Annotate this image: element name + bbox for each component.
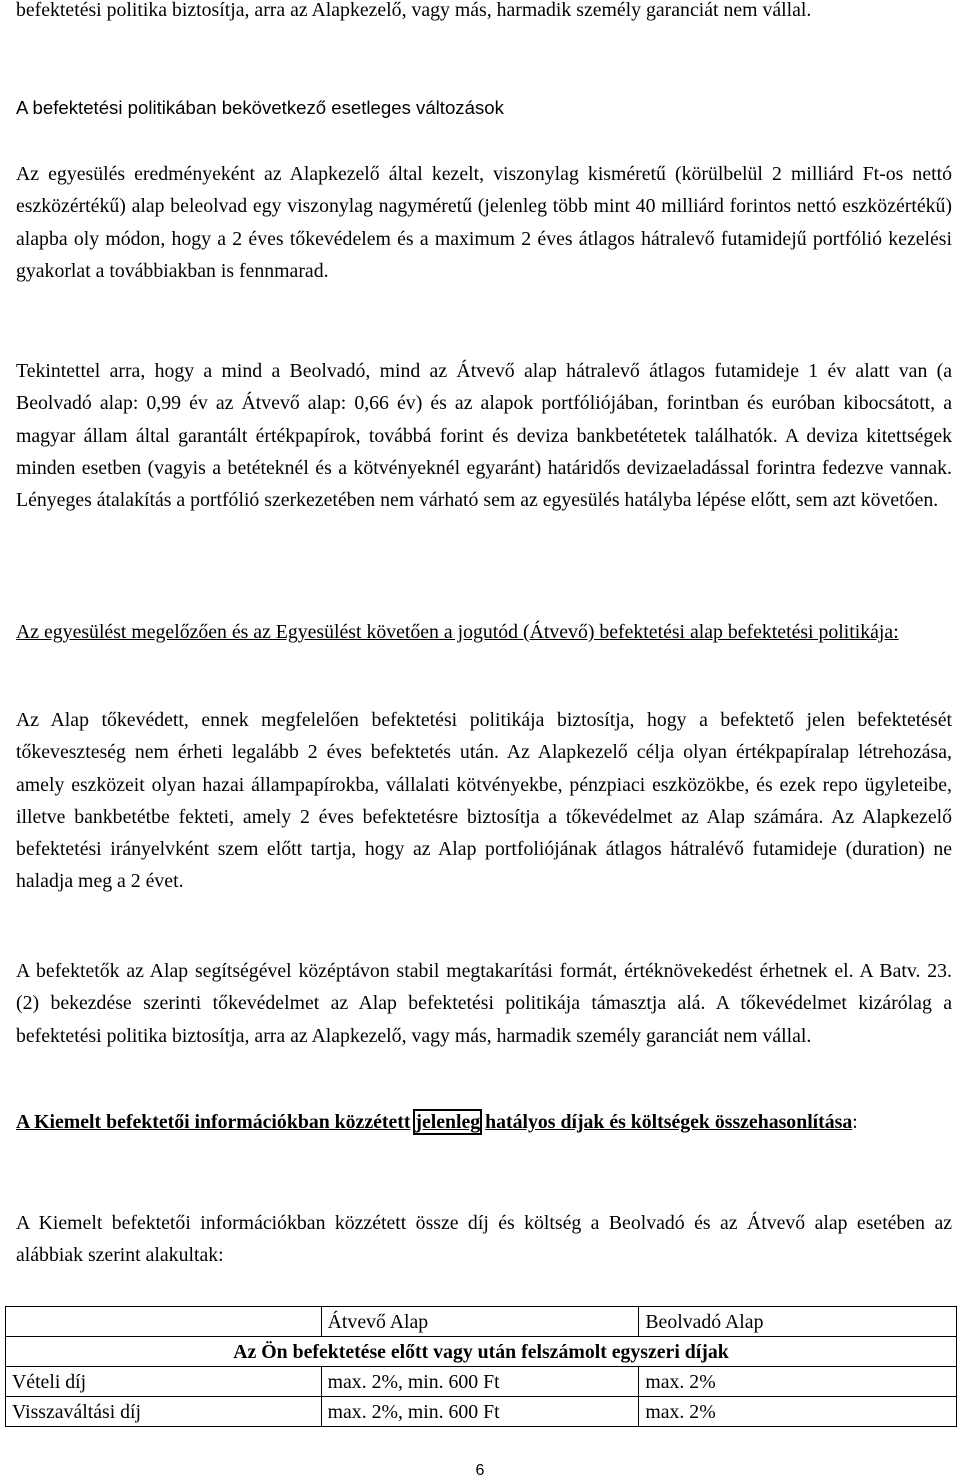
merger-result-text: Az egyesülés eredményeként az Alapkezelő által kezelt, viszonylag kisméretű (körülbelül 2 milliárd Ft-os nettó eszközértékű) alap beleolvad egy viszonylag nagyméretű (jelenleg több mint 40 milliárd forintos nettó eszközértékű) alapba oly módon, hogy a 2 éves tőkevédelem és a maximum 2 éves átlagos hátralevő futamidejű portfólió kezelési gyakorlat a továbbiakban is fennmarad. bbox=[16, 163, 952, 282]
fees-table-cell-beolvado: max. 2% bbox=[639, 1367, 957, 1397]
fees-table-cell-beolvado: max. 2% bbox=[639, 1397, 957, 1427]
fees-heading-colon: : bbox=[852, 1111, 858, 1133]
fees-heading-part2: hatályos díjak és költségek összehasonlítása bbox=[485, 1111, 853, 1133]
fees-table-cell-atvevo: max. 2%, min. 600 Ft bbox=[321, 1397, 639, 1427]
heading-fees-comparison bbox=[16, 1106, 952, 1138]
paragraph-investors: A befektetők az Alap segítségével középtávon stabil megtakarítási formát, értéknövekedést érhetnek el. A Batv. 23. (2) bekezdése szerinti tőkevédelmet az Alap befektetési politikája támasztja alá. A tőkevédelmet kizárólag a befektetési politika biztosítja, arra az Alapkezelő, vagy más, harmadik személy garanciát nem vállal. bbox=[16, 960, 952, 1047]
fees-heading-part1: A Kiemelt befektetői információkban közzétett bbox=[16, 1111, 411, 1133]
heading-investment-policy: Az egyesülést megelőzően és az Egyesülést követően a jogutód (Átvevő) befektetési alap befektetési politikája: bbox=[16, 621, 899, 643]
fees-table-header-row bbox=[6, 1307, 957, 1337]
heading-policy-changes: A befektetési politikában bekövetkező esetleges változások bbox=[16, 97, 504, 118]
table-row bbox=[6, 1367, 957, 1397]
fees-table-cell-label: Visszaváltási díj bbox=[6, 1397, 322, 1427]
fees-table-cell-atvevo: max. 2%, min. 600 Ft bbox=[321, 1367, 639, 1397]
fees-table-header-cell-empty bbox=[6, 1307, 322, 1337]
fees-table-section-title: Az Ön befektetése előtt vagy után felszámolt egyszeri díjak bbox=[6, 1337, 957, 1367]
table-row bbox=[6, 1397, 957, 1427]
paragraph-fees-intro: A Kiemelt befektetői információkban közzétett össze díj és költség a Beolvadó és az Átvevő alap esetében az alábbiak szerint alakultak: bbox=[16, 1212, 952, 1267]
fees-table-cell-label: Vételi díj bbox=[6, 1367, 322, 1397]
fees-table-section-row bbox=[6, 1337, 957, 1367]
fees-table-header-cell-beolvado: Beolvadó Alap bbox=[639, 1307, 957, 1337]
paragraph-duration: Tekintettel arra, hogy a mind a Beolvadó, mind az Átvevő alap hátralevő átlagos futamideje 1 év alatt van (a Beolvadó alap: 0,99 év az Átvevő alap: 0,66 év) és az alapok portfóliójában, forintban és euróban kibocsátott, a magyar állam által garantált értékpapírok, továbbá forint és deviza bankbetétetek találhatók. A deviza kitettségek minden esetben (vagyis a betéteknél és a kötvényeknél egyaránt) határidős devizaeladással forintra fedezve vannak. Lényeges átalakítás a portfólió szerkezetében nem várható sem az egyesülés hatályba lépése előtt, sem azt követően. bbox=[16, 360, 952, 512]
fees-table bbox=[5, 1306, 957, 1427]
paragraph-merger-result bbox=[16, 158, 952, 287]
fees-table-header-cell-atvevo: Átvevő Alap bbox=[321, 1307, 639, 1337]
paragraph-intro-tail: befektetési politika biztosítja, arra az Alapkezelő, vagy más, harmadik személy garanciát nem vállal. bbox=[16, 0, 812, 21]
paragraph-policy-body: Az Alap tőkevédett, ennek megfelelően befektetési politikája biztosítja, hogy a befektető jelen befektetését tőkeveszteség nem érheti legalább 2 éves befektetés után. Az Alapkezelő célja olyan értékpapíralap létrehozása, amely eszközeit olyan hazai állampapírokba, vállalati kötvényekbe, pénzpiaci eszközökbe, és ezek repo ügyleteibe, illetve bankbetétbe fekteti, amely 2 éves befektetésre biztosítja a tőkevédelmet az Alap számára. Az Alapkezelő befektetési irányelvként szem előtt tartja, hogy az Alap portfoliójának átlagos hátralévő futamideje (duration) ne haladja meg a 2 évet. bbox=[16, 709, 952, 893]
fees-heading-boxed-word: jelenleg bbox=[415, 1111, 481, 1133]
page-number: 6 bbox=[475, 1462, 485, 1479]
